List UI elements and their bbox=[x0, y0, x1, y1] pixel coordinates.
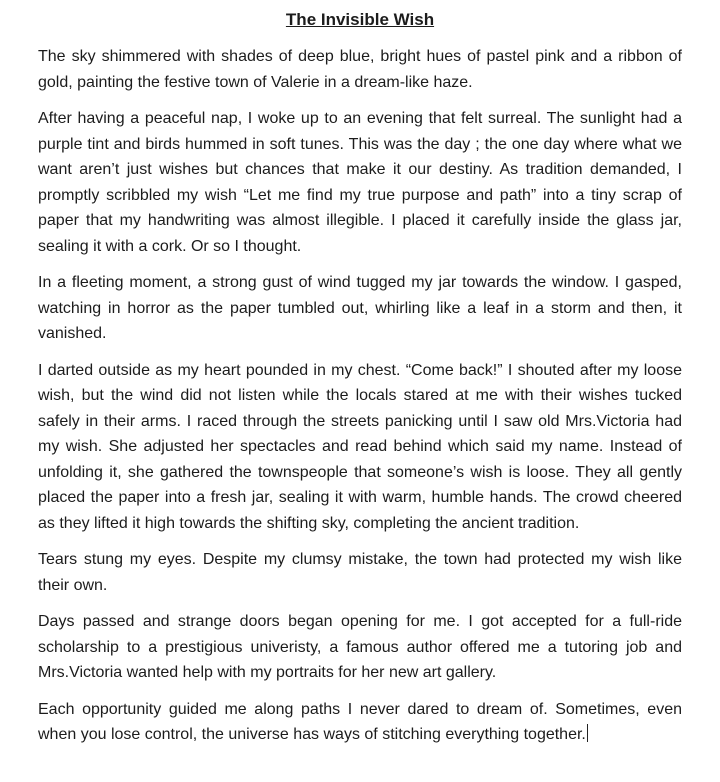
paragraph-7-text: Each opportunity guided me along paths I never dared to dream of. Sometimes, even when you lose control, the universe has ways of stitching everything together. bbox=[38, 700, 682, 743]
text-caret bbox=[587, 724, 589, 742]
paragraph-6[interactable]: Days passed and strange doors began opening for me. I got accepted for a full-ride scholarship to a prestigious univeristy, a famous author offered me a tutoring job and Mrs.Victoria wanted help with my portraits for her new art gallery. bbox=[38, 613, 682, 681]
paragraph-7[interactable] bbox=[38, 697, 682, 748]
paragraph-4[interactable]: I darted outside as my heart pounded in my chest. “Come back!” I shouted after my loose wish, but the wind did not listen while the locals stared at me with their wishes tucked safely in their arms. I raced through the streets panicking until I saw old Mrs.Victoria had my wish. She adjusted her spectacles and read behind which said my name. Instead of unfolding it, she gathered the townspeople that someone’s wish is loose. They all gently placed the paper into a fresh jar, sealing it with warm, humble hands. The crowd cheered as they lifted it high towards the shifting sky, completing the ancient tradition. bbox=[38, 361, 682, 532]
paragraph-3[interactable]: In a fleeting moment, a strong gust of wind tugged my jar towards the window. I gasped, watching in horror as the paper tumbled out, whirling like a leaf in a storm and then, it vanished. bbox=[38, 274, 682, 342]
paragraph-1[interactable]: The sky shimmered with shades of deep blue, bright hues of pastel pink and a ribbon of gold, painting the festive town of Valerie in a dream-like haze. bbox=[38, 48, 682, 91]
paragraph-5[interactable]: Tears stung my eyes. Despite my clumsy mistake, the town had protected my wish like their own. bbox=[38, 551, 682, 594]
document-title[interactable]: The Invisible Wish bbox=[285, 10, 435, 29]
paragraph-2[interactable]: After having a peaceful nap, I woke up to an evening that felt surreal. The sunlight had a purple tint and birds hummed in soft tunes. This was the day ; the one day where what we want aren’t just wishes but chances that make it our destiny. As tradition demanded, I promptly scribbled my wish “Let me find my true purpose and path” into a tiny scrap of paper that my handwriting was almost illegible. I placed it carefully inside the glass jar, sealing it with a cork. Or so I thought. bbox=[38, 110, 682, 255]
